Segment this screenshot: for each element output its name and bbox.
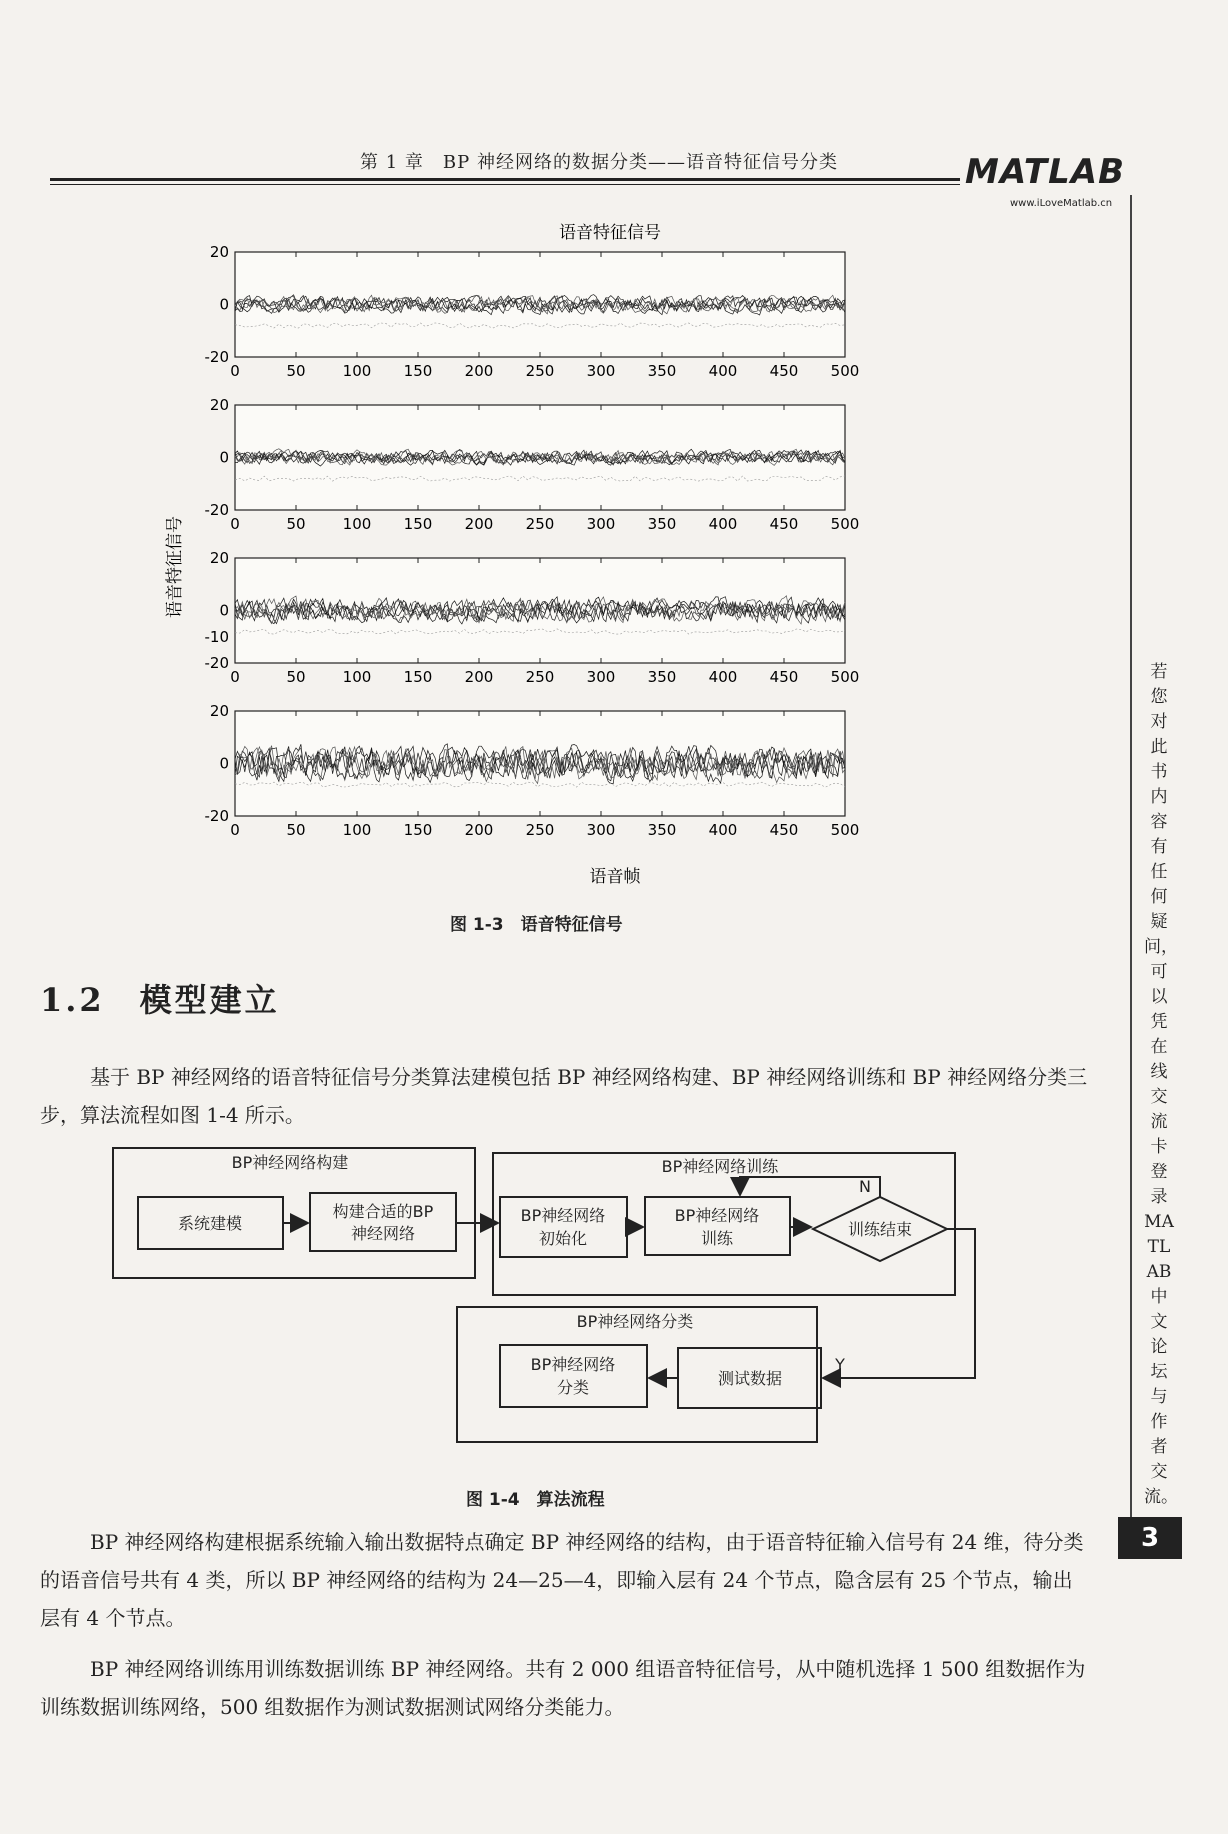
system-modeling-text: 系统建模 — [177, 1214, 243, 1233]
x-tick-label: 50 — [286, 821, 306, 839]
y-tick-label: 0 — [219, 448, 229, 467]
group-classify-label: BP神经网络分类 — [576, 1312, 694, 1331]
x-tick-label: 250 — [525, 668, 555, 686]
y-tick-label: 20 — [209, 702, 229, 720]
y-tick-label: -20 — [204, 654, 229, 672]
x-axis-label: 语音帧 — [589, 867, 641, 887]
x-tick-label: 450 — [769, 821, 799, 839]
y-tick-label: -20 — [204, 807, 229, 825]
x-tick-label: 150 — [403, 821, 433, 839]
x-tick-label: 100 — [342, 362, 372, 380]
running-header: 第 1 章 BP 神经网络的数据分类——语音特征信号分类 — [360, 152, 838, 173]
figure-caption-1-4: 图 1-4 算法流程 — [466, 1490, 605, 1510]
paragraph-2: BP 神经网络构建根据系统输入输出数据特点确定 BP 神经网络的结构，由于语音特征输入信号有 24 维，待分类的语音信号共有 4 类，所以 BP 神经网络的结构为 24—25—4，即输入层有 24 个节点，隐含层有 25 个节点，输出层有 4 个节点。 — [40, 1530, 1084, 1630]
x-tick-label: 150 — [403, 515, 433, 533]
algorithm-flowchart — [110, 1145, 990, 1475]
x-tick-label: 250 — [525, 362, 555, 380]
label-yes: Y — [835, 1355, 845, 1374]
x-tick-label: 250 — [525, 821, 555, 839]
x-tick-label: 350 — [647, 515, 677, 533]
train-text-2: 训练 — [700, 1229, 734, 1248]
logo-url: www.iLoveMatlab.cn — [1010, 198, 1113, 209]
x-tick-label: 200 — [464, 821, 494, 839]
x-tick-label: 350 — [647, 668, 677, 686]
decision-text: 训练结束 — [847, 1220, 913, 1239]
x-tick-label: 0 — [230, 668, 240, 686]
x-tick-label: 300 — [586, 362, 616, 380]
y-tick-label: -20 — [204, 348, 229, 366]
y-tick-label: 20 — [209, 243, 229, 261]
init-text-1: BP神经网络 — [520, 1206, 606, 1225]
x-tick-label: 500 — [830, 821, 860, 839]
x-tick-label: 0 — [230, 515, 240, 533]
page-number: 3 — [1118, 1517, 1182, 1559]
x-tick-label: 400 — [708, 362, 738, 380]
x-tick-label: 500 — [830, 515, 860, 533]
classify-text-2: 分类 — [556, 1378, 590, 1397]
train-text-1: BP神经网络 — [674, 1206, 760, 1225]
y-axis-label: 语音特征信号 — [165, 516, 185, 618]
label-no: N — [859, 1177, 871, 1196]
x-tick-label: 300 — [586, 515, 616, 533]
x-tick-label: 400 — [708, 515, 738, 533]
y-tick-label: 20 — [209, 396, 229, 414]
y-tick-label: 0 — [219, 601, 229, 620]
x-tick-label: 100 — [342, 515, 372, 533]
x-tick-label: 500 — [830, 362, 860, 380]
figure-caption-1-3: 图 1-3 语音特征信号 — [450, 915, 623, 935]
margin-note: 若您对此书内容有任何疑问，可以凭在线交流卡登录MATLAB中文论坛与作者交流。 — [1144, 662, 1178, 1507]
x-tick-label: 0 — [230, 821, 240, 839]
x-tick-label: 300 — [586, 821, 616, 839]
group-build-label: BP神经网络构建 — [231, 1153, 349, 1172]
paragraph-1: 基于 BP 神经网络的语音特征信号分类算法建模包括 BP 神经网络构建、BP 神经网络训练和 BP 神经网络分类三步，算法流程如图 1-4 所示。 — [40, 1065, 1088, 1127]
x-tick-label: 200 — [464, 515, 494, 533]
x-tick-label: 400 — [708, 668, 738, 686]
section-title: 1.2 模型建立 — [40, 981, 280, 1019]
x-tick-label: 0 — [230, 362, 240, 380]
classify-text-1: BP神经网络 — [530, 1355, 616, 1374]
y-tick-label: 0 — [219, 754, 229, 773]
header-rule — [50, 178, 960, 181]
test-data-text: 测试数据 — [717, 1369, 783, 1388]
x-tick-label: 450 — [769, 362, 799, 380]
x-tick-label: 200 — [464, 362, 494, 380]
x-tick-label: 250 — [525, 515, 555, 533]
x-tick-label: 50 — [286, 668, 306, 686]
x-tick-label: 150 — [403, 362, 433, 380]
group-train-label: BP神经网络训练 — [661, 1157, 779, 1176]
paragraph-3: BP 神经网络训练用训练数据训练 BP 神经网络。共有 2 000 组语音特征信号，从中随机选择 1 500 组数据作为训练数据训练网络，500 组数据作为测试数据测试网络分类能力。 — [40, 1657, 1086, 1719]
x-tick-label: 50 — [286, 515, 306, 533]
init-text-2: 初始化 — [538, 1229, 588, 1248]
x-tick-label: 100 — [342, 668, 372, 686]
x-tick-label: 200 — [464, 668, 494, 686]
x-tick-label: 300 — [586, 668, 616, 686]
construct-text-1: 构建合适的BP — [332, 1202, 434, 1221]
speech-feature-chart — [150, 222, 980, 897]
y-tick-label: 20 — [209, 549, 229, 567]
y-tick-label: -20 — [204, 501, 229, 519]
construct-text-2: 神经网络 — [350, 1224, 416, 1243]
x-tick-label: 400 — [708, 821, 738, 839]
x-tick-label: 50 — [286, 362, 306, 380]
x-tick-label: 450 — [769, 668, 799, 686]
x-tick-label: 150 — [403, 668, 433, 686]
chart-title: 语音特征信号 — [559, 223, 661, 243]
x-tick-label: 350 — [647, 362, 677, 380]
x-tick-label: 500 — [830, 668, 860, 686]
margin-rule — [1130, 195, 1132, 1535]
y-tick-label: -10 — [204, 627, 229, 646]
x-tick-label: 450 — [769, 515, 799, 533]
matlab-logo: MATLAB — [965, 152, 1125, 192]
x-tick-label: 100 — [342, 821, 372, 839]
header-rule-thin — [50, 184, 960, 185]
y-tick-label: 0 — [219, 295, 229, 314]
x-tick-label: 350 — [647, 821, 677, 839]
